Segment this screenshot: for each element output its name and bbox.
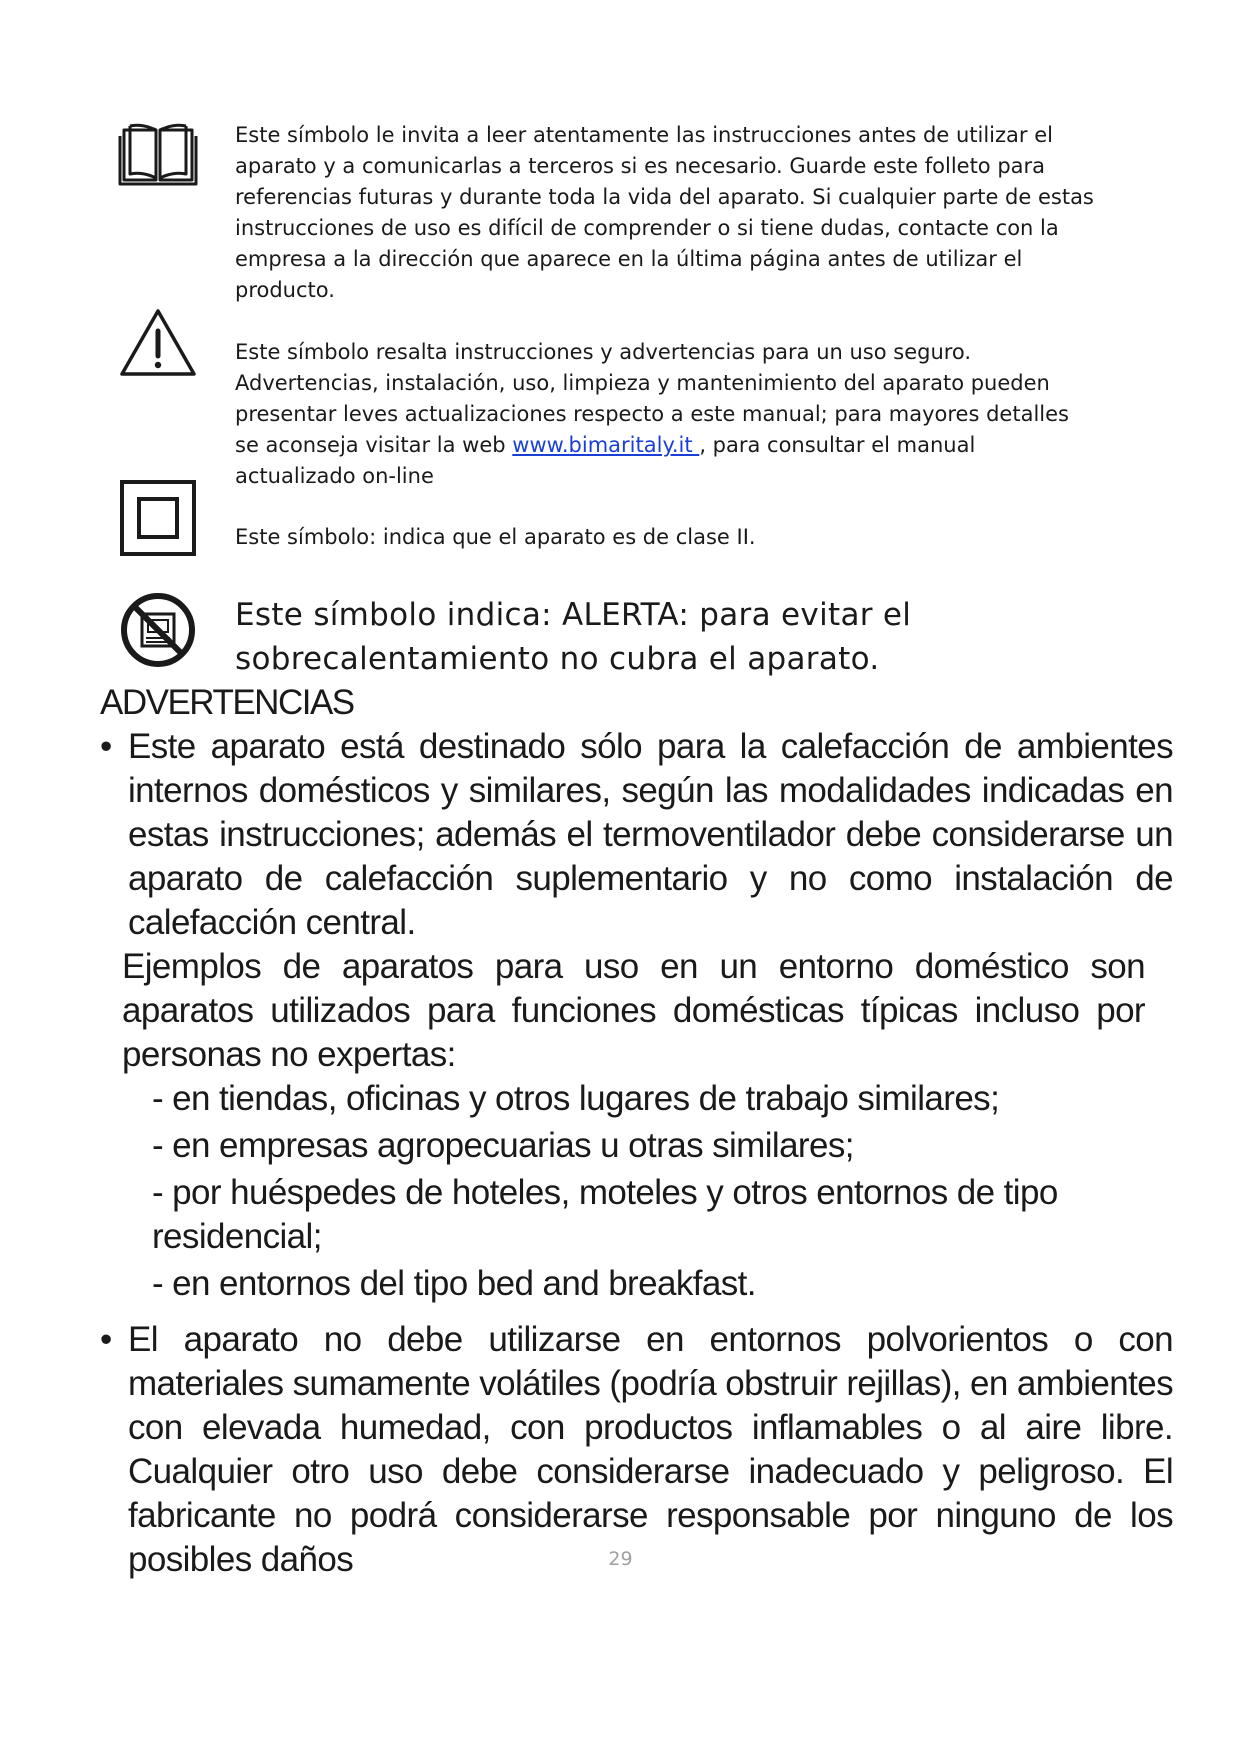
warning-symbol-description (235, 337, 1095, 492)
no-cover-alert-text: Este símbolo indica: ALERTA: para evitar el sobrecalentamiento no cubra el aparato. (235, 597, 912, 677)
list-item: - por huéspedes de hoteles, moteles y otros entornos de tipo residencial; (152, 1173, 1058, 1256)
book-symbol-description: Este símbolo le invita a leer atentamente las instrucciones antes de utilizar el aparato y a comunicarlas a terceros si es necesario. Guarde este folleto para referencias futuras y durante toda la vida del aparato. Si cualquier parte de estas instrucciones de uso es difícil de comprender o si tiene dudas, contacte con la empresa a la dirección que aparece en la última página antes de utilizar el producto. (235, 123, 1094, 302)
examples-intro: Ejemplos de aparatos para uso en un entorno doméstico son aparatos utilizados para funciones domésticas típicas incluso por personas no expertas: (122, 947, 1145, 1074)
list-item: - en tiendas, oficinas y otros lugares de trabajo similares; (152, 1079, 1000, 1118)
class-ii-description: Este símbolo: indica que el aparato es de clase II. (235, 525, 756, 549)
page-number: 29 (608, 1548, 633, 1570)
warning-bullet-domestic-use: • Este aparato está destinado sólo para la calefacción de ambientes internos domésticos y similares, según las modalidades indicadas en estas instrucciones; además el termoventilador debe considerarse un aparato de calefacción suplementario y no como instalación de calefacción central. (100, 725, 1173, 945)
warnings-title: ADVERTENCIAS (100, 683, 354, 722)
warning-text-before: Este símbolo resalta instrucciones y advertencias para un uso seguro. Advertencias, instalación, uso, limpieza y mantenimiento del aparato pueden presentar leves actualizaciones respecto a este manual; para mayores detalles se aconseja visitar la web (235, 340, 1069, 457)
examples-list (152, 1077, 1072, 1309)
warning-text-after: , para consultar el manual actualizado on-line (235, 433, 976, 488)
bimaritaly-link[interactable]: www.bimaritaly.it (512, 433, 700, 457)
do-not-cover-icon (118, 590, 204, 670)
list-item: - en entornos del tipo bed and breakfast. (152, 1264, 756, 1303)
list-item: - en empresas agropecuarias u otras similares; (152, 1126, 854, 1165)
book-icon (118, 122, 204, 188)
warning-triangle-icon (118, 306, 204, 378)
warning-bullet-environment: • El aparato no debe utilizarse en entornos polvorientos o con materiales sumamente volátiles (podría obstruir rejillas), en ambientes con elevada humedad, con productos inflamables o al aire libre. Cualquier otro uso debe considerarse inadecuado y peligroso. El fabricante no podrá considerarse responsable por ninguno de los posibles daños (100, 1318, 1173, 1582)
class-ii-icon (118, 478, 204, 558)
